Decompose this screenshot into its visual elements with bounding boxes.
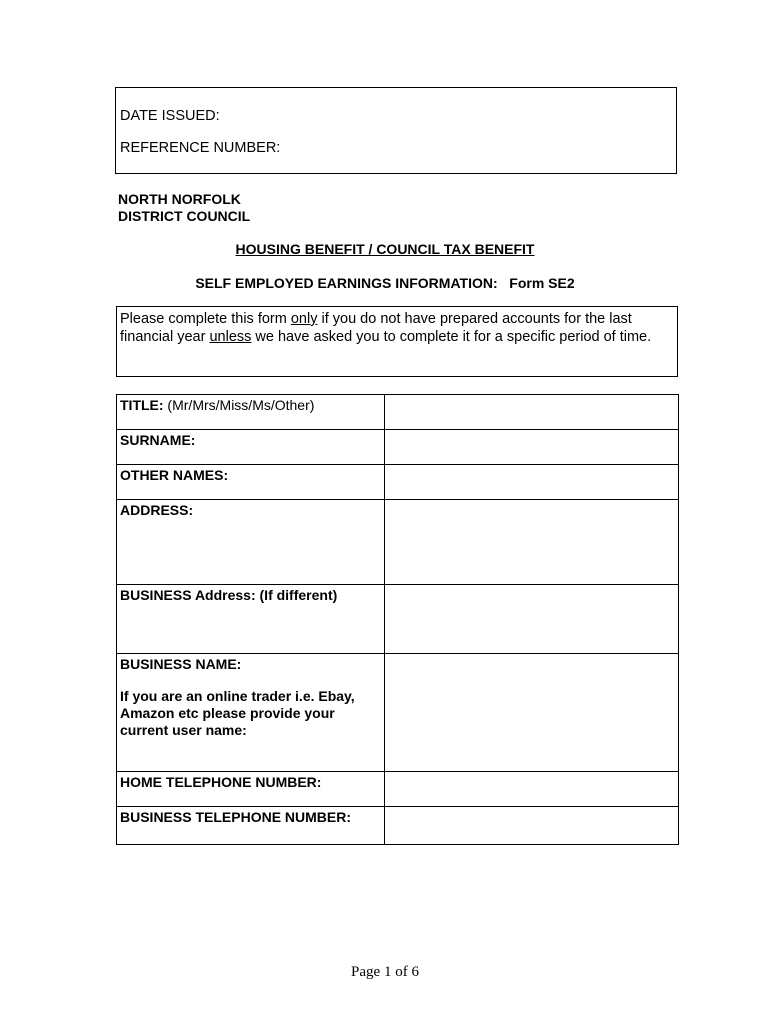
business-telephone-field[interactable] xyxy=(385,807,679,845)
home-telephone-field[interactable] xyxy=(385,772,679,807)
business-address-field[interactable] xyxy=(385,585,679,654)
table-row xyxy=(117,807,679,845)
table-row xyxy=(117,772,679,807)
reference-number-label: REFERENCE NUMBER: xyxy=(120,140,281,156)
page-number: Page 1 of 6 xyxy=(351,964,419,980)
reference-box xyxy=(115,87,677,174)
business-name-label-cell xyxy=(117,654,385,772)
surname-field[interactable] xyxy=(385,430,679,465)
title-label: TITLE: xyxy=(120,397,164,413)
other-names-label: OTHER NAMES: xyxy=(117,465,385,500)
instructions-only: only xyxy=(290,311,318,327)
instructions-box xyxy=(116,306,678,377)
instructions-part2: if you do not have prepared accounts for the last financial year xyxy=(120,311,632,345)
table-row xyxy=(117,500,679,585)
title-hint: (Mr/Mrs/Miss/Ms/Other) xyxy=(163,397,315,413)
org-name-line1: NORTH NORFOLK xyxy=(118,191,241,207)
online-trader-label: If you are an online trader i.e. Ebay, Amazon etc please provide your current user name: xyxy=(120,688,355,738)
business-name-field[interactable] xyxy=(385,654,679,772)
org-name-line2: DISTRICT COUNCIL xyxy=(118,208,251,224)
address-field[interactable] xyxy=(385,500,679,585)
title-field[interactable] xyxy=(385,395,679,430)
business-name-label: BUSINESS NAME: xyxy=(120,656,242,672)
surname-label: SURNAME: xyxy=(117,430,385,465)
home-telephone-label: HOME TELEPHONE NUMBER: xyxy=(117,772,385,807)
date-issued-label: DATE ISSUED: xyxy=(120,108,220,124)
instructions-unless: unless xyxy=(209,329,252,345)
instructions-part3: we have asked you to complete it for a specific period of time. xyxy=(251,329,652,345)
title-label-cell xyxy=(117,395,385,430)
instructions-text xyxy=(120,310,671,346)
table-row xyxy=(117,585,679,654)
applicant-details-table xyxy=(116,394,679,845)
table-row xyxy=(117,654,679,772)
form-title-text: SELF EMPLOYED EARNINGS INFORMATION: Form SE2 xyxy=(195,275,575,291)
instructions-part1: Please complete this form xyxy=(120,311,291,327)
benefit-heading xyxy=(0,241,770,257)
benefit-heading-text: HOUSING BENEFIT / COUNCIL TAX BENEFIT xyxy=(235,241,535,257)
other-names-field[interactable] xyxy=(385,465,679,500)
business-address-label: BUSINESS Address: (If different) xyxy=(117,585,385,654)
table-row xyxy=(117,465,679,500)
table-row xyxy=(117,395,679,430)
business-telephone-label: BUSINESS TELEPHONE NUMBER: xyxy=(117,807,385,845)
form-title xyxy=(0,275,770,291)
address-label: ADDRESS: xyxy=(117,500,385,585)
table-row xyxy=(117,430,679,465)
